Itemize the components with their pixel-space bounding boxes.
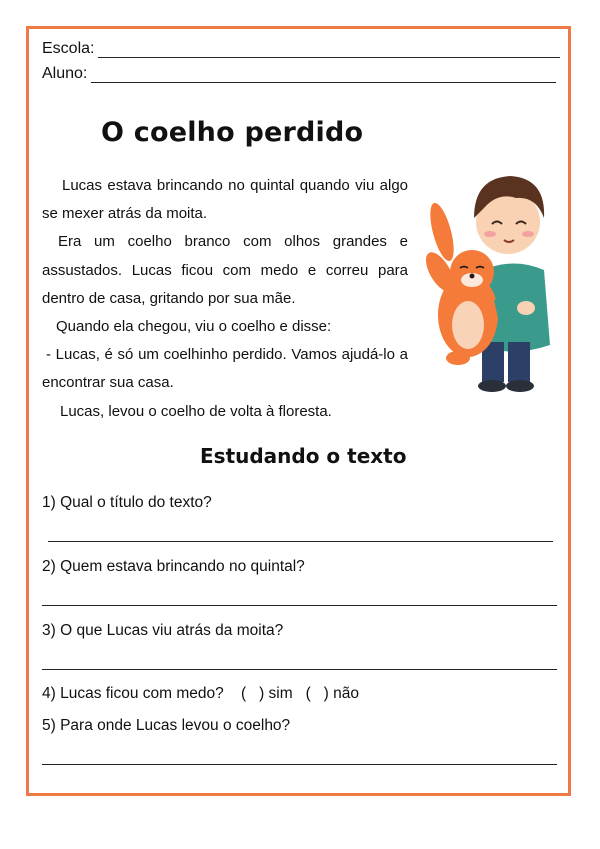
answer-line-1[interactable] [48,541,553,542]
school-field[interactable] [42,40,560,58]
story-paragraph: Lucas estava brincando no quintal quando viu algo se mexer atrás da moita. [42,177,408,223]
story-title: O coelho perdido [101,117,364,148]
school-input-line[interactable] [98,43,560,58]
story-paragraph: Lucas, levou o coelho de volta à floresta. [60,402,332,420]
student-label: Aluno: [42,65,88,82]
boy-bunny-illustration [420,160,560,400]
answer-line-3[interactable] [42,669,557,670]
question-4: 4) Lucas ficou com medo? ( ) sim ( ) não [42,685,359,702]
school-label: Escola: [42,40,95,57]
story-paragraph: Quando ela chegou, viu o coelho e disse: [56,318,332,336]
story-paragraph: - Lucas, é só um coelhinho perdido. Vamos ajudá-lo a encontrar sua casa. [42,346,408,392]
question-5: 5) Para onde Lucas levou o coelho? [42,717,291,734]
story-text [42,172,408,426]
answer-line-2[interactable] [42,605,557,606]
student-field[interactable] [42,65,556,83]
question-1: 1) Qual o título do texto? [42,494,212,511]
question-2: 2) Quem estava brincando no quintal? [42,558,305,575]
question-3: 3) O que Lucas viu atrás da moita? [42,622,284,639]
answer-line-5[interactable] [42,764,557,765]
student-input-line[interactable] [91,68,556,83]
section-title: Estudando o texto [200,444,407,468]
story-paragraph: Era um coelho branco com olhos grandes e assustados. Lucas ficou com medo e correu para dentro de casa, gritando por sua mãe. [42,233,408,307]
